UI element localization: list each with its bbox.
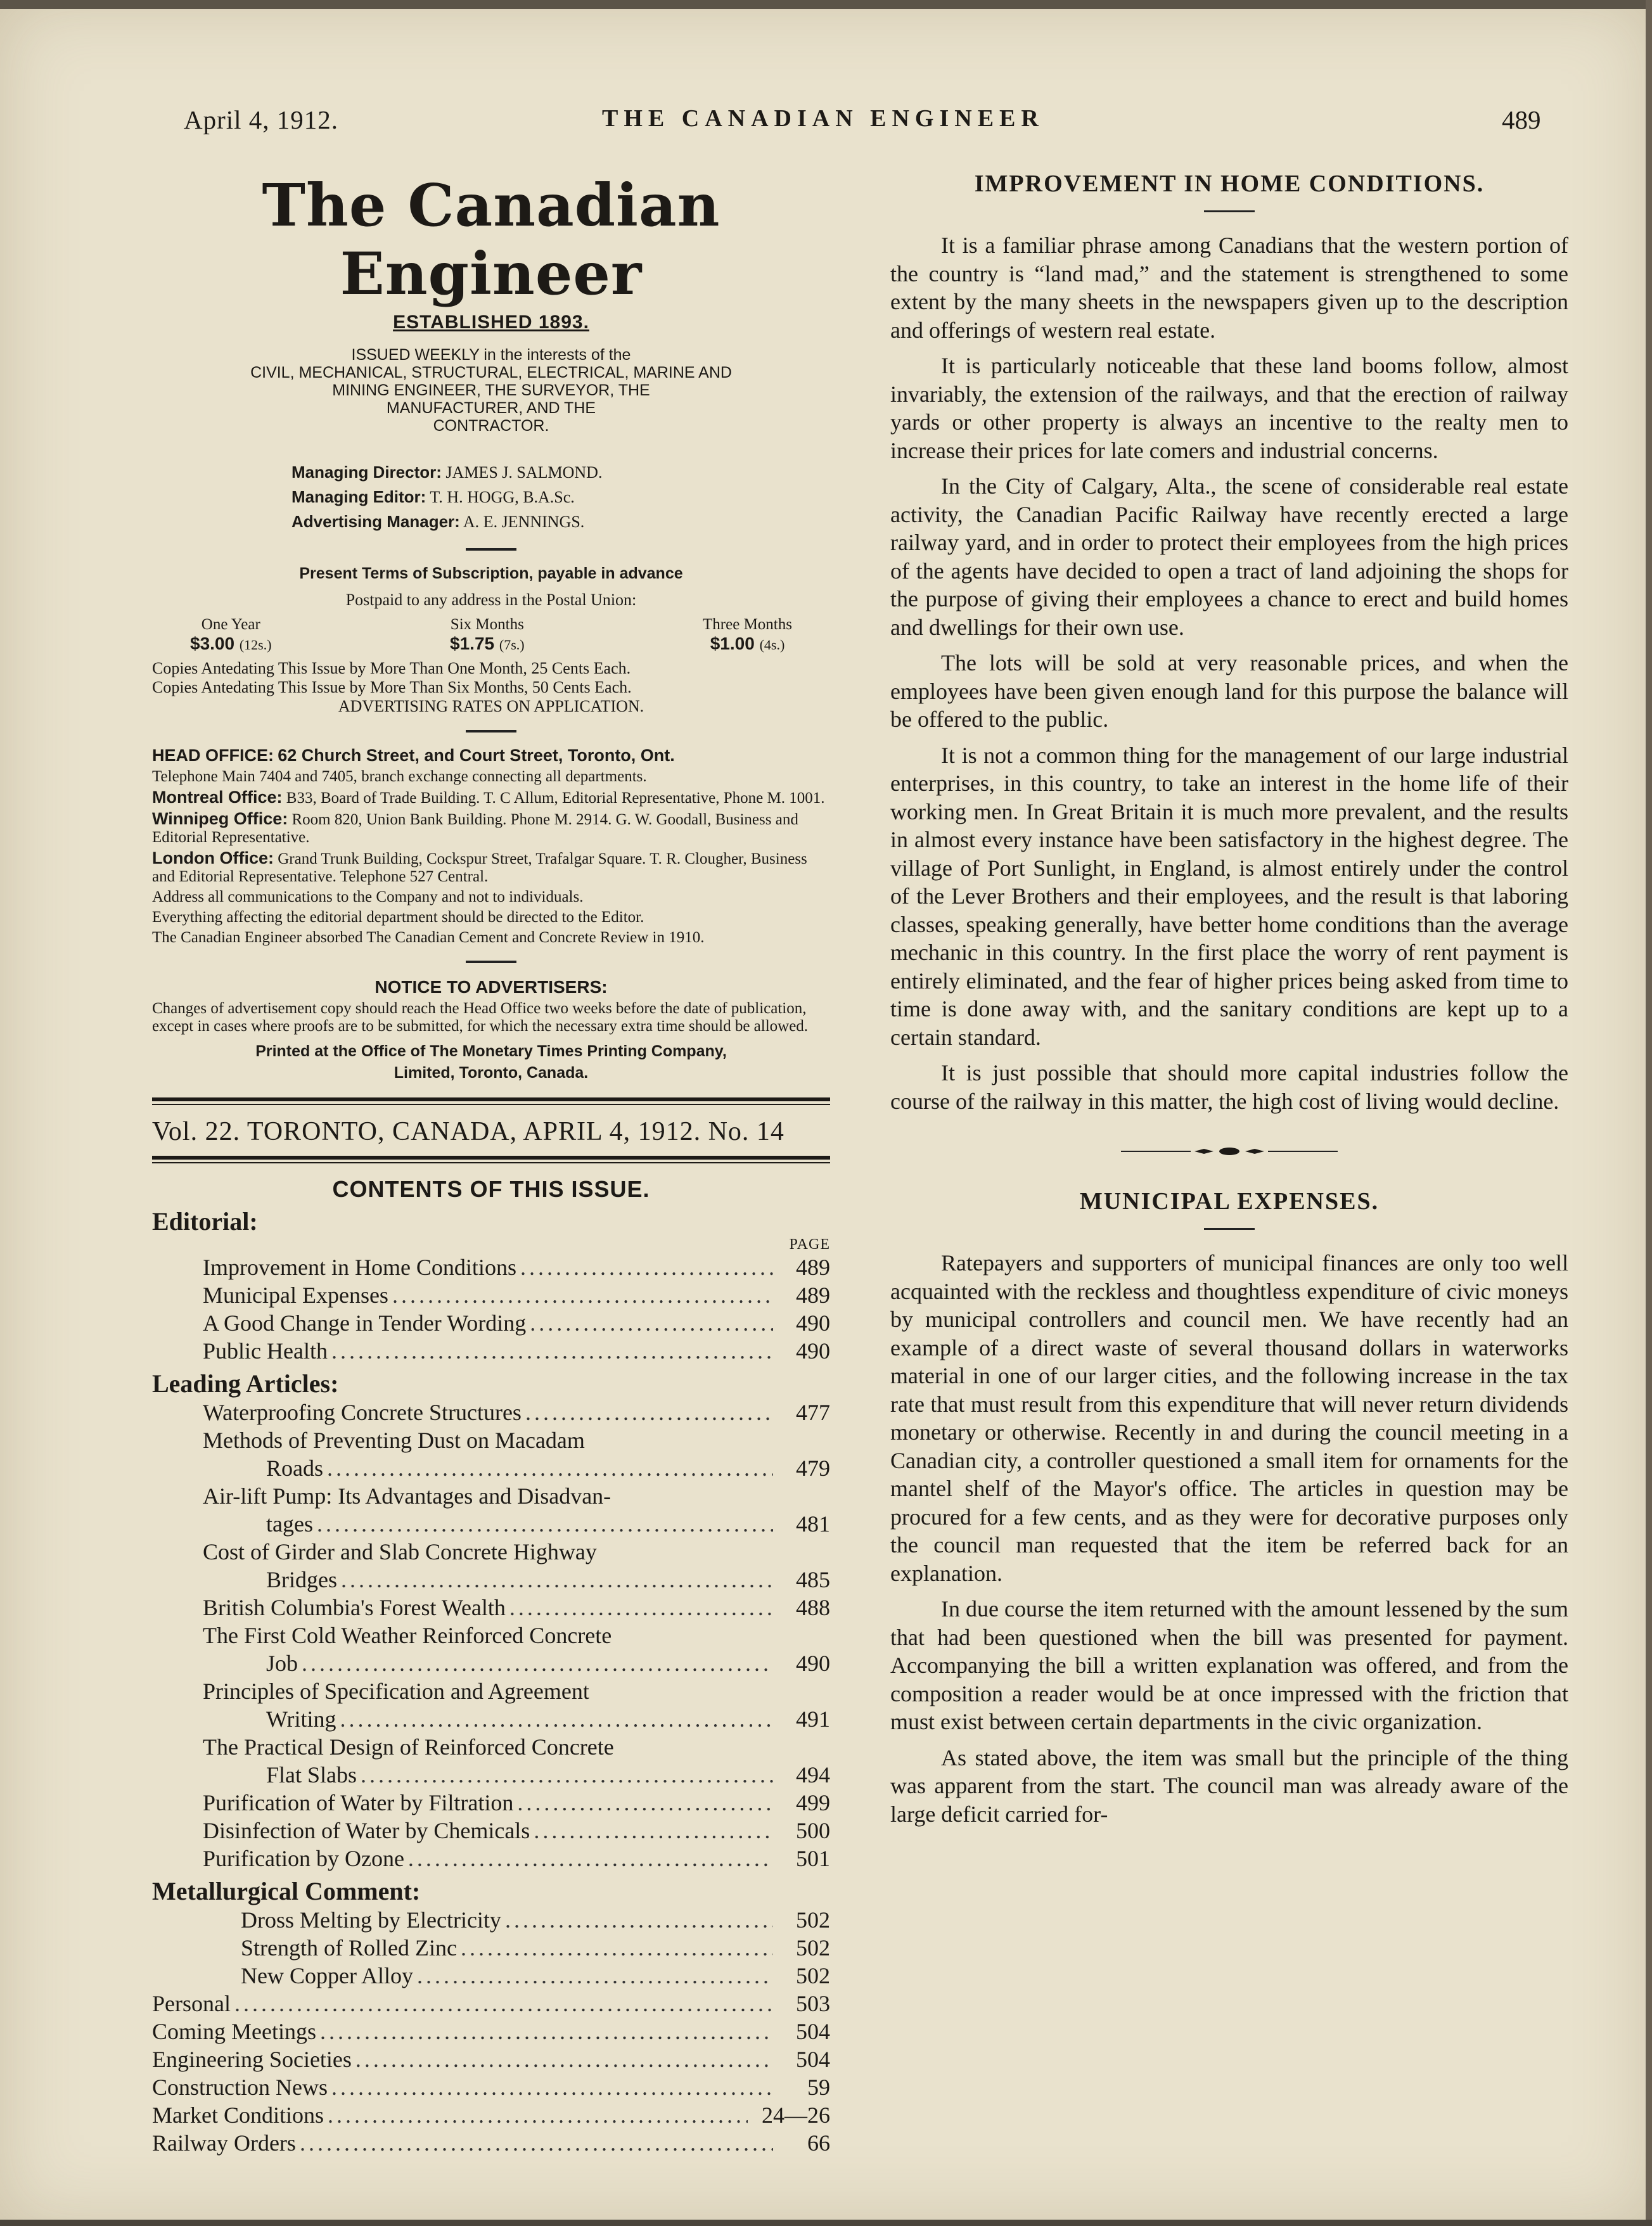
office-label: Montreal Office: [152, 788, 283, 807]
office-label: London Office: [152, 848, 274, 867]
printer-line-2: Limited, Toronto, Canada. [394, 1064, 589, 1082]
divider [466, 730, 516, 732]
toc-page: 489 [796, 1255, 830, 1280]
article-paragraph: It is a familiar phrase among Canadians that the western portion of the country is “land mad,” and the statement is strengthened to some extent by the many sheets in the newspapers given up to the description and offerings of western real estate. [890, 233, 1568, 343]
ornament-line [1268, 1151, 1338, 1152]
toc-title-cont: Roads [266, 1455, 323, 1481]
toc-leader [328, 1337, 773, 1365]
toc-page: 479 [796, 1455, 830, 1481]
toc-page: 477 [796, 1400, 830, 1425]
toc-page: 499 [796, 1790, 830, 1815]
office-address: 62 Church Street, and Court Street, Toronto, Ont. [278, 746, 675, 765]
toc-entry[interactable] [152, 2018, 830, 2045]
toc-leader [526, 1309, 773, 1337]
toc-leader [530, 1817, 773, 1845]
toc-title: Principles of Specification and Agreement [203, 1679, 589, 1704]
thin-rule [152, 1104, 830, 1105]
toc-entry-line1[interactable] [152, 1426, 830, 1454]
toc-title: New Copper Alloy [241, 1963, 413, 1988]
toc-title: Personal [152, 1991, 231, 2016]
article-paragraph: In the City of Calgary, Alta., the scene of considerable real estate activity, the Canadian Pacific Railway have recently erected a large railway yard, and in order to protect their employees from the high prices of the agents have decided to open a tract of land adjoining the shops for the purpose of giving their employees a chance to erect and build homes and dwellings for their own use. [890, 473, 1568, 640]
page-bottom-edge [0, 2220, 1652, 2226]
issued-line: CONTRACTOR. [433, 417, 549, 435]
divider [466, 548, 516, 551]
toc-entry-line1[interactable] [152, 1482, 830, 1510]
left-column [152, 158, 830, 2157]
article-paragraph: The lots will be sold at very reasonable prices, and when the employees have been given enough land for this purpose the balance will be offered to the public. [890, 650, 1568, 732]
toc-entry[interactable] [152, 1962, 830, 1990]
price-three-months [703, 616, 792, 654]
issued-line: CIVIL, MECHANICAL, STRUCTURAL, ELECTRICAL, MARINE AND [250, 364, 732, 381]
toc-leader [388, 1281, 773, 1309]
toc-title: Municipal Expenses [203, 1283, 388, 1308]
price-alt: (12s.) [239, 637, 272, 653]
toc-title: Air-lift Pump: Its Advantages and Disadvan- [203, 1483, 611, 1509]
toc-entry-line2[interactable] [152, 1761, 830, 1789]
printer-line [152, 1040, 830, 1084]
toc-page: 504 [796, 2047, 830, 2072]
toc-entry-line1[interactable] [152, 1677, 830, 1705]
toc-section-editorial: Editorial: [152, 1207, 258, 1236]
toc-title: Construction News [152, 2075, 328, 2100]
toc-page: 481 [796, 1511, 830, 1537]
divider [466, 961, 516, 963]
toc-title: Disinfection of Water by Chemicals [203, 1818, 530, 1843]
notice-heading: NOTICE TO ADVERTISERS: [375, 977, 608, 997]
title-rule [1204, 1228, 1255, 1230]
page-right-edge [1646, 0, 1652, 2226]
running-header-page-number: 489 [1502, 105, 1541, 134]
toc-page: 494 [796, 1762, 830, 1788]
price-alt: (4s.) [759, 637, 785, 653]
toc-page: 502 [796, 1907, 830, 1933]
postpaid-line: Postpaid to any address in the Postal Union: [345, 591, 637, 609]
article-paragraph: Ratepayers and supporters of municipal finances are only too well acquainted with the reckless and thoughtless expenditure of civic moneys by municipal controllers and council men. We have recently had an example of a direct waste of several thousand dollars in waterworks material in one of our larger cities, and the following increase in the tax rate that must result from this expenditure that will never return dividends monetary or otherwise. Recently in and during the council meeting in a Canadian city, a controller questioned a small item for ornaments for the mantel shelf of the Mayor's office. The articles in question may be procured for a few cents, and as they were for decorative purposes only the council man requested that the item be referred back for an explanation. [890, 1250, 1568, 1586]
toc-page: 488 [796, 1595, 830, 1620]
toc-entry[interactable] [152, 2129, 830, 2157]
price-one-year [190, 616, 272, 654]
staff-list [152, 460, 830, 534]
toc-title: The First Cold Weather Reinforced Concrete [203, 1623, 612, 1648]
address-note: Address all communications to the Company and not to individuals. [152, 888, 584, 905]
toc-page: 66 [807, 2130, 830, 2156]
staff-label: Managing Editor: [291, 487, 426, 506]
subscription-prices [152, 616, 830, 654]
toc-leader [328, 2073, 773, 2101]
head-office [152, 746, 830, 765]
toc-leader [522, 1398, 773, 1426]
toc-entry-line1[interactable] [152, 1622, 830, 1649]
toc-entry[interactable] [152, 1281, 830, 1309]
toc-section-leading-articles: Leading Articles: [152, 1369, 339, 1398]
staff-row [291, 485, 830, 509]
toc-entry[interactable] [152, 1789, 830, 1817]
toc-title: Cost of Girder and Slab Concrete Highway [203, 1539, 597, 1564]
price-six-months [450, 616, 525, 654]
article-paragraph: It is particularly noticeable that these land booms follow, almost invariably, the extension of the railways, and that the erection of railway yards or other property is always an incentive to the realty men to increase their prices for late comers and industrial concerns. [890, 353, 1568, 463]
toc-leader [296, 2129, 773, 2157]
absorbed-note: The Canadian Engineer absorbed The Canadian Cement and Concrete Review in 1910. [152, 929, 705, 946]
toc-page: 489 [796, 1283, 830, 1308]
toc-entry[interactable] [152, 1906, 830, 1934]
toc-page: 485 [796, 1567, 830, 1592]
thin-rule [152, 1162, 830, 1163]
price-term: Six Months [450, 616, 524, 633]
article-paragraph: It is just possible that should more capital industries follow the course of the railway in this matter, the high cost of living would decline. [890, 1060, 1568, 1114]
toc-entry-line1[interactable] [152, 1733, 830, 1761]
toc-page: 502 [796, 1963, 830, 1988]
running-header-title: THE CANADIAN ENGINEER [602, 105, 1044, 132]
ornament-line [1121, 1151, 1191, 1152]
toc-page: 501 [796, 1846, 830, 1871]
toc-title: Dross Melting by Electricity [241, 1907, 501, 1933]
notice-text: Changes of advertisement copy should reach the Head Office two weeks before the date of publication, except in cases where proofs are to be submitted, for which the necessary extra time should be allowed. [152, 1000, 809, 1035]
printer-line-1: Printed at the Office of The Monetary Times Printing Company, [255, 1042, 727, 1060]
office-details: B33, Board of Trade Building. T. C Allum, Editorial Representative, Phone M. 1001. [286, 790, 825, 807]
toc-leader [298, 1649, 773, 1677]
toc-title: Improvement in Home Conditions [203, 1255, 516, 1280]
toc-leader [404, 1845, 773, 1872]
title-rule [1204, 210, 1255, 212]
toc-page: 500 [796, 1818, 830, 1843]
price-value: $3.00 [190, 634, 235, 653]
toc-leader [413, 1962, 773, 1990]
toc-entry-line2[interactable] [152, 1566, 830, 1594]
toc-entry[interactable] [152, 1990, 830, 2018]
issued-line: ISSUED WEEKLY in the interests of the [351, 346, 631, 364]
toc-entry[interactable] [152, 1309, 830, 1337]
toc-page-label: PAGE [789, 1236, 830, 1253]
staff-row [291, 509, 830, 534]
toc-page: 502 [796, 1935, 830, 1961]
office-label: Winnipeg Office: [152, 809, 288, 828]
toc-title-cont: Bridges [266, 1567, 337, 1592]
toc-section-metallurgical: Metallurgical Comment: [152, 1877, 421, 1905]
toc-entry[interactable] [152, 1817, 830, 1845]
winnipeg-office [152, 810, 830, 847]
price-value: $1.00 [710, 634, 755, 653]
subscription-heading: Present Terms of Subscription, payable in advance [299, 565, 683, 582]
established-line: ESTABLISHED 1893. [393, 312, 589, 333]
toc-leader [501, 1906, 773, 1934]
toc-entry-line2[interactable] [152, 1649, 830, 1677]
toc-title: Strength of Rolled Zinc [241, 1935, 457, 1961]
contents-heading: CONTENTS OF THIS ISSUE. [332, 1176, 650, 1202]
toc-title: The Practical Design of Reinforced Concrete [203, 1734, 614, 1760]
toc-title: Methods of Preventing Dust on Macadam [203, 1428, 585, 1453]
price-amount [703, 634, 792, 654]
price-amount [450, 634, 525, 654]
office-details: Grand Trunk Building, Cockspur Street, Trafalgar Square. T. R. Clougher, Business and Editorial Representative. Telephone 527 Central. [152, 850, 807, 885]
toc-leader [231, 1990, 773, 2018]
toc-entry[interactable] [152, 2073, 830, 2101]
price-amount [190, 634, 272, 654]
london-office [152, 849, 830, 886]
toc-entry-line2[interactable] [152, 1454, 830, 1482]
toc-title: A Good Change in Tender Wording [203, 1310, 527, 1336]
toc-leader [352, 2045, 773, 2073]
toc-page: 490 [796, 1651, 830, 1676]
toc-entry-line1[interactable] [152, 1538, 830, 1566]
copies-line: Copies Antedating This Issue by More Than One Month, 25 Cents Each. [152, 659, 631, 677]
toc-page: 504 [796, 2019, 830, 2044]
toc-title: British Columbia's Forest Wealth [203, 1595, 506, 1620]
toc-entry[interactable] [152, 2101, 830, 2129]
article-title-home-conditions: IMPROVEMENT IN HOME CONDITIONS. [974, 170, 1485, 197]
toc-leader [336, 1705, 773, 1733]
right-column [890, 158, 1568, 1836]
thick-rule [152, 1156, 830, 1160]
toc-page: 490 [796, 1338, 830, 1364]
article-title-municipal-expenses: MUNICIPAL EXPENSES. [1079, 1188, 1380, 1215]
office-details: Room 820, Union Bank Building. Phone M. 2914. G. W. Goodall, Business and Editorial Representative. [152, 811, 798, 846]
issued-line: MINING ENGINEER, THE SURVEYOR, THE [332, 381, 650, 399]
advertising-rates: ADVERTISING RATES ON APPLICATION. [338, 697, 644, 715]
toc-page: 491 [796, 1706, 830, 1732]
staff-name: T. H. HOGG, B.A.Sc. [430, 488, 575, 506]
toc-entry-line2[interactable] [152, 1510, 830, 1538]
toc-leader [513, 1789, 773, 1817]
section-ornament [890, 1147, 1568, 1156]
toc-title-cont: Flat Slabs [266, 1762, 357, 1788]
toc-entry[interactable] [152, 1845, 830, 1872]
toc-leader [324, 2101, 748, 2129]
toc-entry[interactable] [152, 1253, 830, 1281]
toc-entry[interactable] [152, 2045, 830, 2073]
volume-line: Vol. 22. TORONTO, CANADA, APRIL 4, 1912. No. 14 [152, 1117, 784, 1146]
staff-label: Advertising Manager: [291, 512, 460, 531]
staff-label: Managing Director: [291, 463, 442, 482]
toc-title: Coming Meetings [152, 2019, 316, 2044]
toc-leader [316, 2018, 773, 2045]
price-term: One Year [201, 616, 260, 633]
toc-entry[interactable] [152, 1337, 830, 1365]
toc-leader [337, 1566, 773, 1594]
toc-leader [506, 1594, 773, 1622]
toc-title: Railway Orders [152, 2130, 296, 2156]
article-paragraph: It is not a common thing for the management of our large industrial enterprises, in this country, to take an interest in the home life of their working men. In Great Britain it is much more prevalent, and the results in almost every instance have been satisfactory in the highest degree. The village of Port Sunlight, in England, is almost entirely under the control of the Lever Brothers and their employees, and the result is that laboring classes, speaking generally, have better home conditions than the average mechanic in this country. In the first place the worry of rent payment is entirely eliminated, and the fear of higher prices being asked from time to time is done away with, and the sanitary conditions are kept up to a certain standard. [890, 742, 1568, 1050]
staff-row [291, 460, 830, 485]
toc-title: Public Health [203, 1338, 328, 1364]
toc-page: 24—26 [762, 2102, 830, 2128]
toc-title: Market Conditions [152, 2102, 324, 2128]
toc-title: Purification by Ozone [203, 1846, 404, 1871]
toc-title-cont: tages [266, 1511, 313, 1537]
thick-rule [152, 1097, 830, 1101]
toc-title: Waterproofing Concrete Structures [203, 1400, 522, 1425]
staff-name: A. E. JENNINGS. [463, 513, 585, 531]
price-term: Three Months [703, 616, 792, 633]
running-header-date: April 4, 1912. [184, 105, 339, 134]
toc-entry-line2[interactable] [152, 1705, 830, 1733]
toc-entry[interactable] [152, 1594, 830, 1622]
office-label: HEAD OFFICE: [152, 746, 274, 765]
toc-entry[interactable] [152, 1398, 830, 1426]
montreal-office [152, 788, 830, 807]
toc-leader [516, 1253, 773, 1281]
issued-line: MANUFACTURER, AND THE [386, 399, 596, 417]
telephone-line: Telephone Main 7404 and 7405, branch exchange connecting all departments. [152, 768, 647, 785]
toc-page: 503 [796, 1991, 830, 2016]
toc-leader [357, 1761, 773, 1789]
issued-statement [152, 346, 830, 435]
toc-title: Purification of Water by Filtration [203, 1790, 514, 1815]
toc-entry[interactable] [152, 1934, 830, 1962]
ornament-diamond-icon [1194, 1147, 1264, 1156]
article-paragraph: As stated above, the item was small but the principle of the thing was apparent from the start. The council man was already aware of the large deficit carried for- [890, 1744, 1568, 1827]
toc-page: 490 [796, 1310, 830, 1336]
price-value: $1.75 [450, 634, 495, 653]
toc-title-cont: Job [266, 1651, 298, 1676]
masthead-title: The Canadian Engineer [262, 171, 720, 308]
toc-title-cont: Writing [266, 1706, 336, 1732]
article-paragraph: In due course the item returned with the amount lessened by the sum that had been questioned when the bill was presented for payment. Accompanying the bill a written explanation was offered, and from the composition a reader would be at once impressed with the friction that must exist between certain departments in the civic organization. [890, 1596, 1568, 1734]
editorial-note: Everything affecting the editorial department should be directed to the Editor. [152, 909, 644, 926]
page-top-edge [0, 0, 1652, 9]
toc-leader [457, 1934, 773, 1962]
toc-page: 59 [807, 2075, 830, 2100]
toc-leader [323, 1454, 773, 1482]
toc-title: Engineering Societies [152, 2047, 352, 2072]
staff-name: JAMES J. SALMOND. [445, 463, 603, 482]
copies-line: Copies Antedating This Issue by More Than Six Months, 50 Cents Each. [152, 678, 632, 696]
price-alt: (7s.) [499, 637, 525, 653]
toc-leader [313, 1510, 773, 1538]
